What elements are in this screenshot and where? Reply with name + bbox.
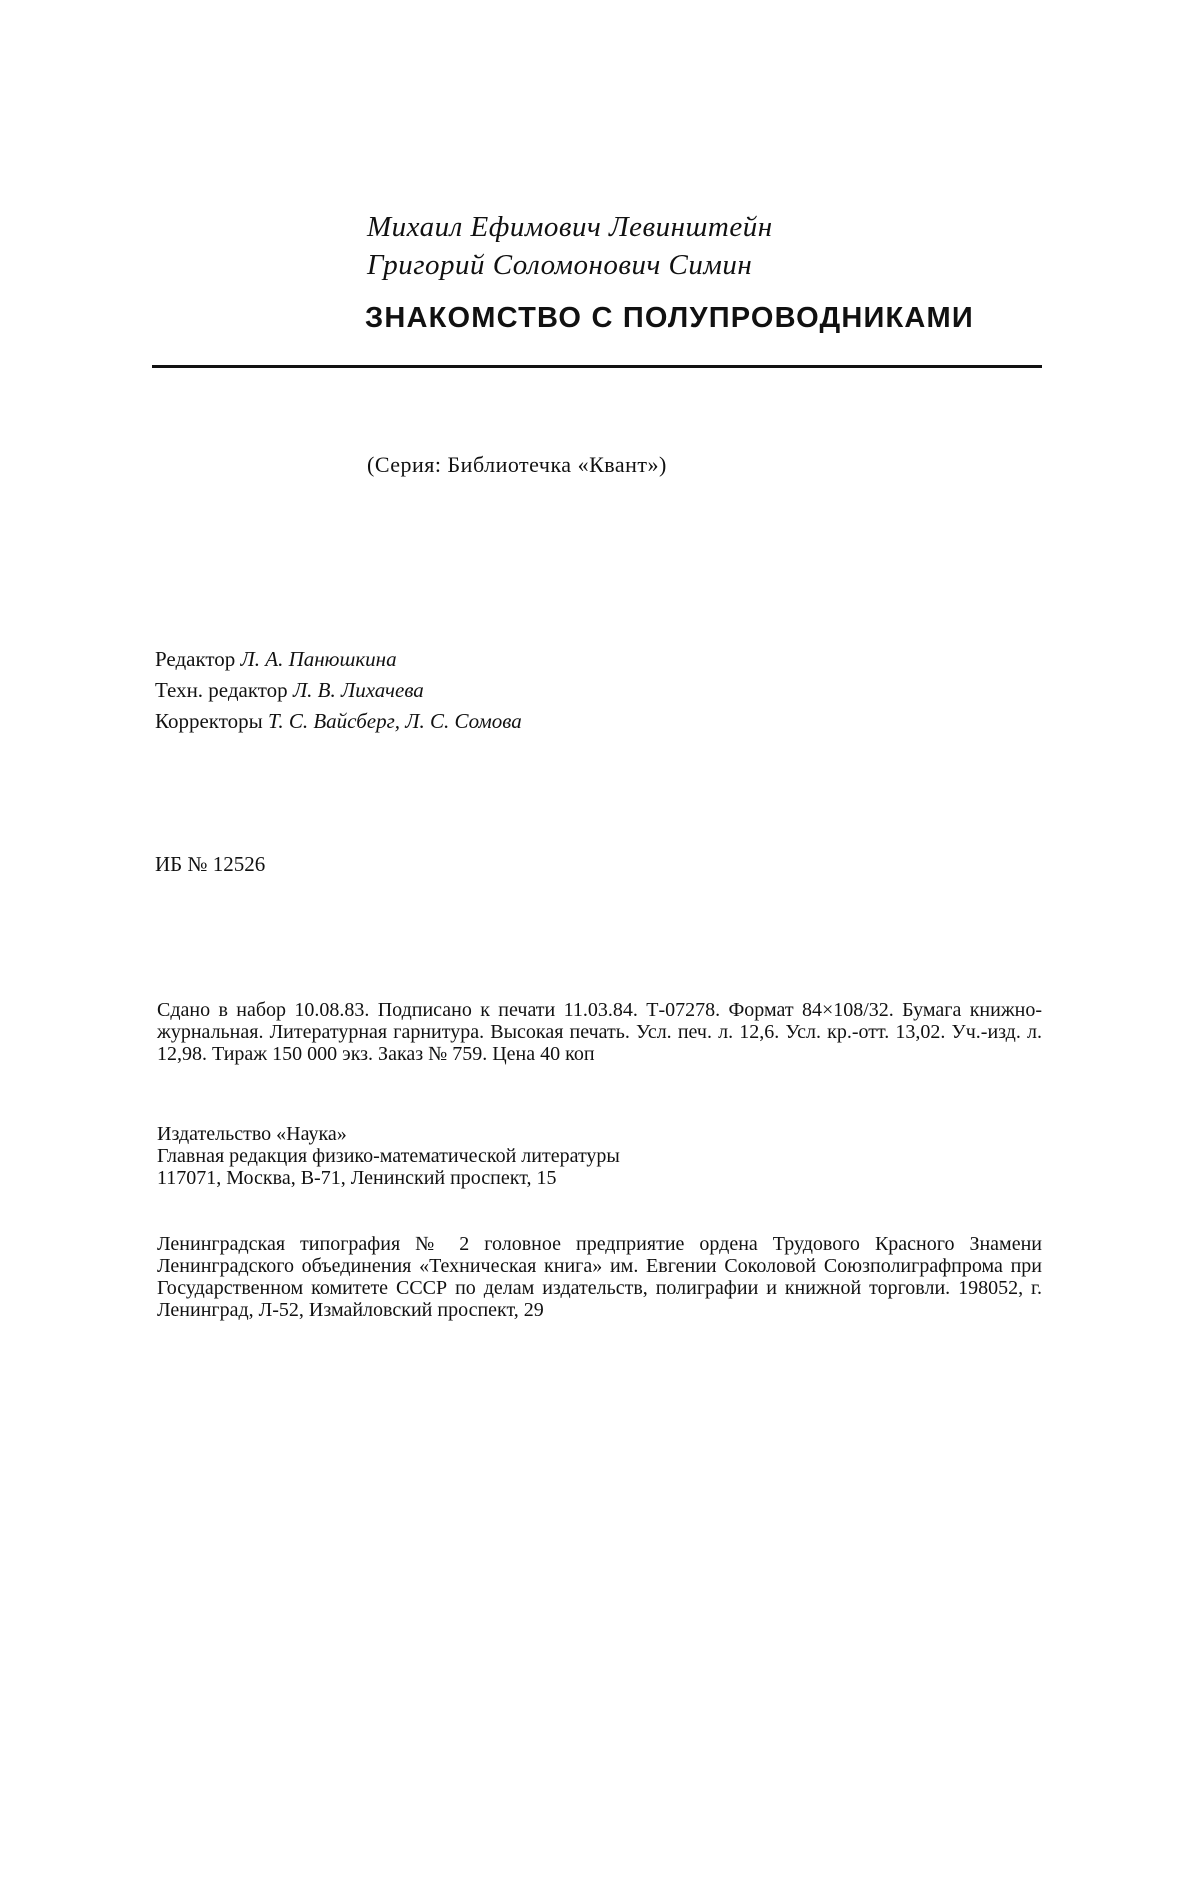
series-line: (Серия: Библиотечка «Квант») bbox=[367, 452, 667, 477]
author-name: Григорий Соломонович Симин bbox=[367, 249, 753, 281]
publisher-line: 117071, Москва, В-71, Ленинский проспект, 15 bbox=[157, 1167, 557, 1189]
author-name: Михаил Ефимович Левинштейн bbox=[367, 211, 773, 243]
book-title: ЗНАКОМСТВО С ПОЛУПРОВОДНИКАМИ bbox=[365, 302, 974, 334]
staff-name: Т. С. Вайсберг, Л. С. Сомова bbox=[267, 709, 522, 733]
staff-role: Редактор bbox=[155, 647, 236, 671]
publication-details-text: Сдано в набор 10.08.83. Подписано к печати 11.03.84. Т-07278. Формат 84×108/32. Бумага книжно-журнальная. Литературная гарнитура. Высокая печать. Усл. печ. л. 12,6. Усл. кр.-отт. 13,02. Уч.-изд. л. 12,98. Тираж 150 000 экз. Заказ № 759. Цена 40 коп bbox=[157, 999, 1042, 1065]
staff-row bbox=[155, 706, 522, 737]
staff-role: Техн. редактор bbox=[155, 678, 288, 702]
authors-block bbox=[367, 208, 773, 284]
printer-text: Ленинградская типография № 2 головное предприятие ордена Трудового Красного Знамени Ленинградского объединения «Техническая книга» им. Евгении Соколовой Союзполиграфпрома при Государственном комитете СССР по делам издательств, полиграфии и книжной торговли. 198052, г. Ленинград, Л-52, Измайловский проспект, 29 bbox=[157, 1233, 1042, 1321]
staff-row bbox=[155, 644, 522, 675]
staff-row bbox=[155, 675, 522, 706]
staff-role: Корректоры bbox=[155, 709, 263, 733]
publisher-line: Издательство «Наука» bbox=[157, 1123, 347, 1145]
publication-details bbox=[157, 999, 1042, 1065]
publisher-line: Главная редакция физико-математической литературы bbox=[157, 1145, 620, 1167]
printer-block bbox=[157, 1233, 1042, 1321]
staff-name: Л. В. Лихачева bbox=[292, 678, 424, 702]
staff-name: Л. А. Панюшкина bbox=[240, 647, 397, 671]
publisher-block bbox=[157, 1123, 1042, 1189]
editorial-staff bbox=[155, 644, 522, 737]
title-rule bbox=[152, 365, 1042, 368]
ib-number: ИБ № 12526 bbox=[155, 852, 266, 876]
